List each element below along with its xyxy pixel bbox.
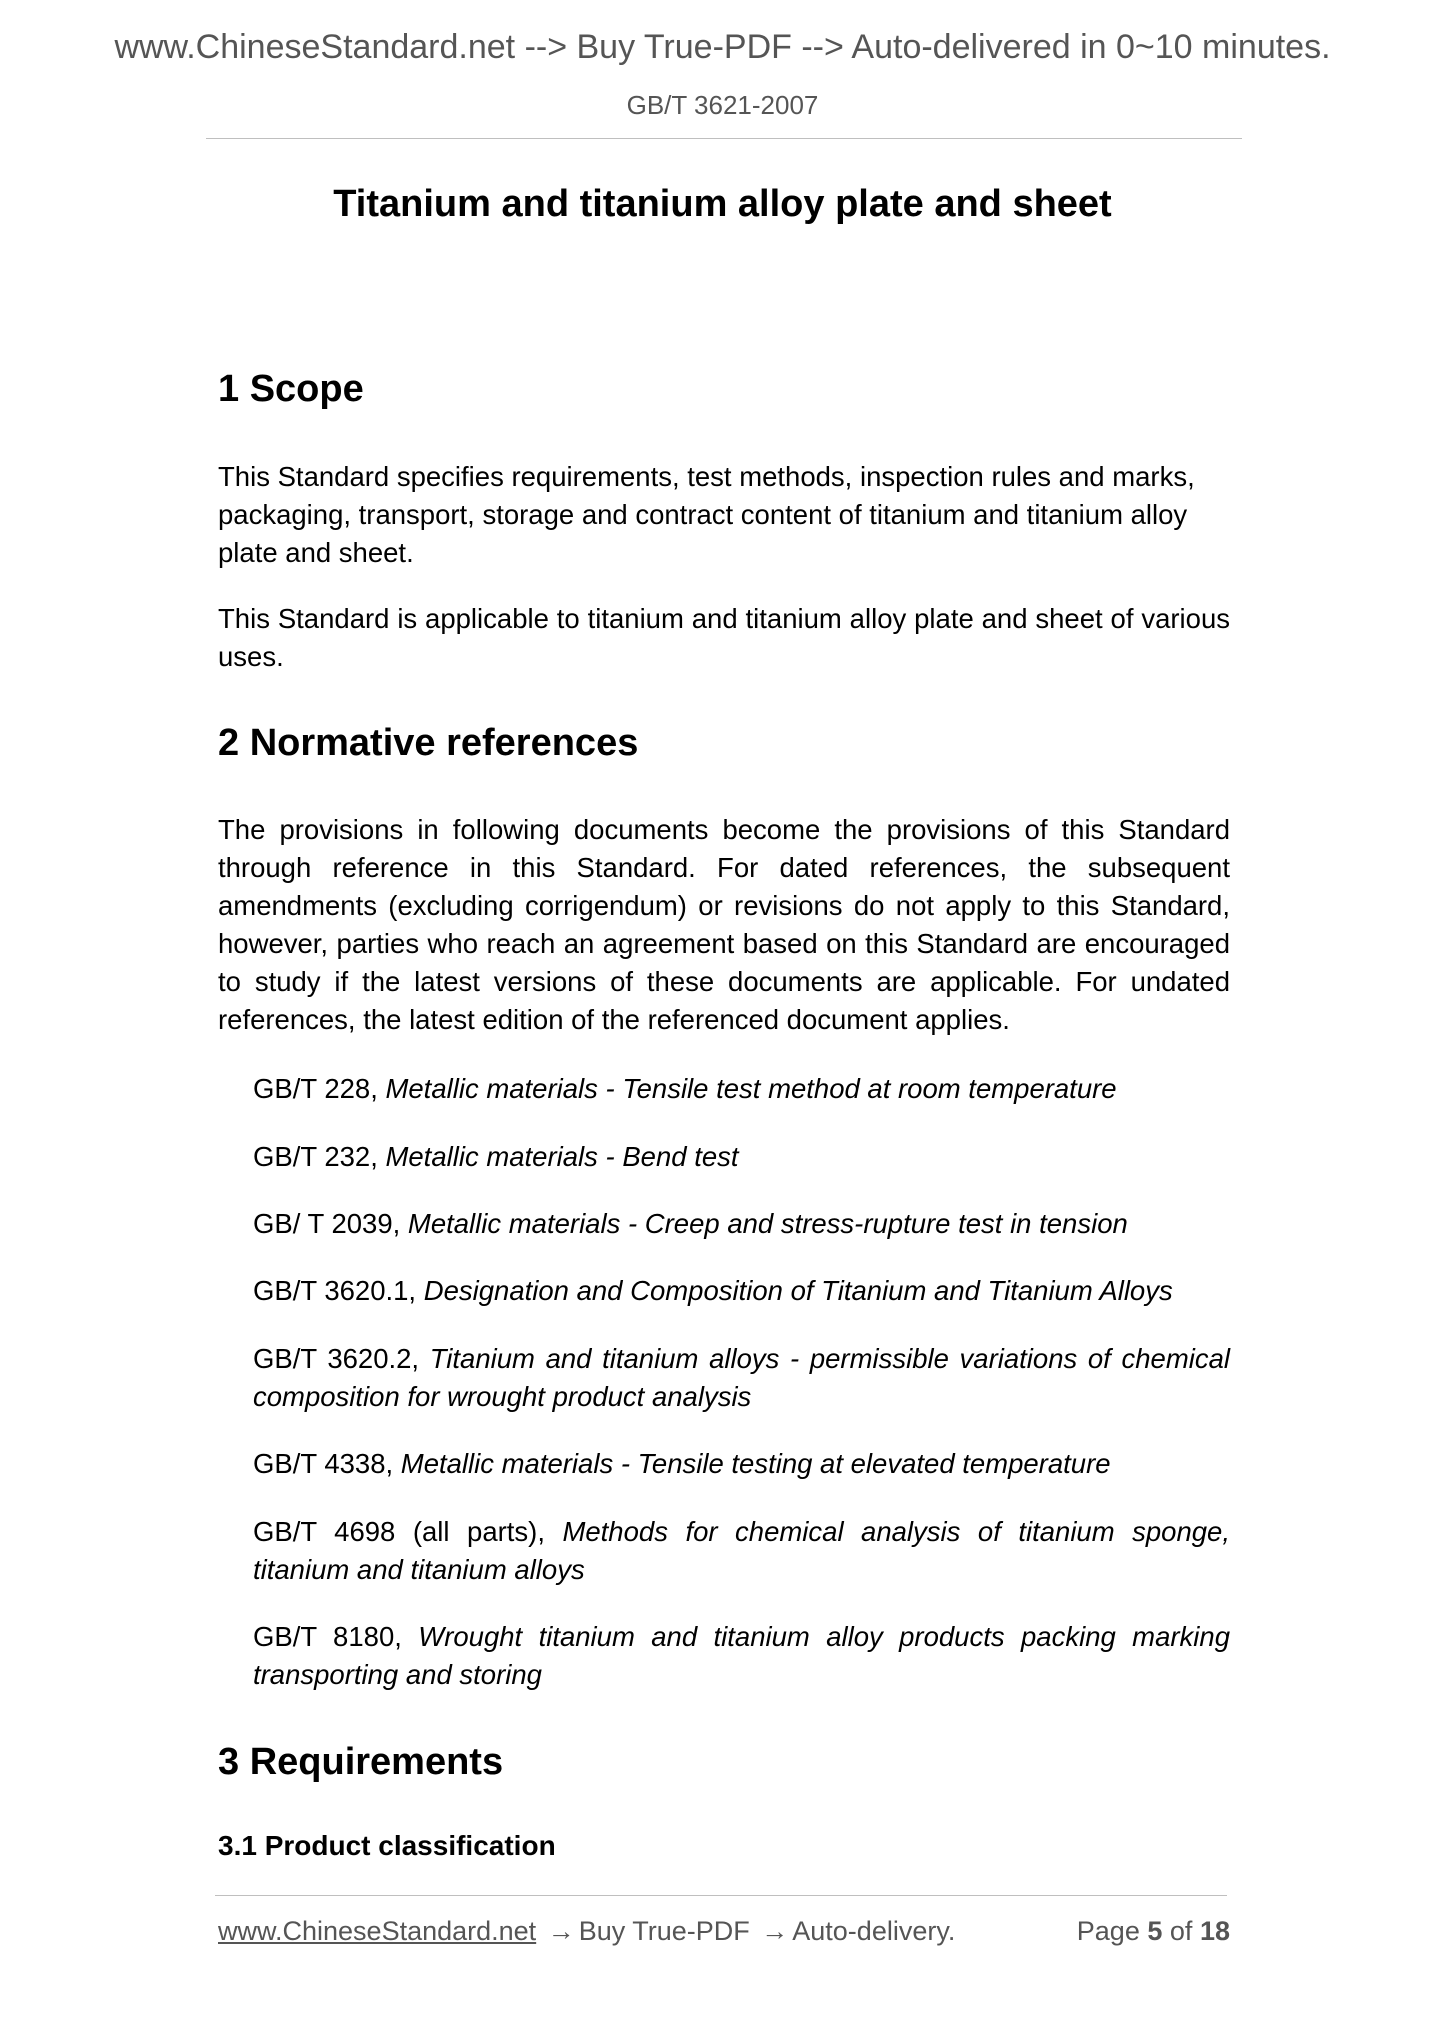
subsection-heading-product-classification: 3.1 Product classification <box>218 1830 556 1861</box>
reference-title: Metallic materials - Tensile testing at elevated temperature <box>400 1448 1111 1479</box>
reference-item <box>253 1070 1230 1108</box>
footer-divider <box>215 1895 1227 1896</box>
reference-item <box>253 1513 1230 1589</box>
normative-paragraph: The provisions in following documents become the provisions of this Standard through reference in this Standard. For dated references, the subsequent amendments (excluding corrigendum) or revisions do not apply to this Standard, however, parties who reach an agreement based on this Standard are encouraged to study if the latest versions of these documents are applicable. For undated references, the latest edition of the referenced document applies. <box>218 814 1230 1035</box>
arrow-right-icon: → <box>547 1916 575 1946</box>
reference-code: GB/T 228, <box>253 1073 386 1104</box>
section-heading-scope: 1 Scope <box>218 368 364 410</box>
page-footer <box>218 1916 1230 1952</box>
footer-site-link[interactable]: www.ChineseStandard.net <box>218 1916 537 1946</box>
scope-paragraph-2: This Standard is applicable to titanium and titanium alloy plate and sheet of various uses. <box>218 603 1230 672</box>
reference-title: Wrought titanium and titanium alloy products packing marking transporting and storing <box>253 1621 1230 1690</box>
reference-code: GB/T 3620.1, <box>253 1275 424 1306</box>
reference-title: Designation and Composition of Titanium and Titanium Alloys <box>423 1275 1173 1306</box>
reference-title: Metallic materials - Bend test <box>385 1141 739 1172</box>
footer-auto-text: Auto-delivery. <box>792 1916 956 1946</box>
reference-code: GB/T 232, <box>253 1141 386 1172</box>
page-number: 5 <box>1147 1916 1163 1946</box>
reference-code: GB/T 8180, <box>253 1621 419 1652</box>
reference-item <box>253 1618 1230 1694</box>
page-indicator <box>1077 1916 1230 1947</box>
reference-title: Metallic materials - Creep and stress-rupture test in tension <box>407 1208 1128 1239</box>
reference-item <box>253 1272 1230 1310</box>
page-total: 18 <box>1199 1916 1230 1946</box>
reference-code: GB/ T 2039, <box>253 1208 408 1239</box>
reference-item <box>253 1445 1230 1483</box>
reference-title: Metallic materials - Tensile test method at room temperature <box>385 1073 1117 1104</box>
page-label: Page <box>1076 1916 1140 1946</box>
header-divider <box>206 138 1242 139</box>
reference-code: GB/T 4698 (all parts), <box>253 1516 563 1547</box>
reference-title: Methods for chemical analysis of titanium sponge, titanium and titanium alloys <box>253 1516 1230 1585</box>
footer-links <box>218 1916 955 1947</box>
document-title: Titanium and titanium alloy plate and sheet <box>333 183 1112 225</box>
reference-item <box>253 1205 1230 1243</box>
reference-code: GB/T 3620.2, <box>253 1343 430 1374</box>
reference-title: Titanium and titanium alloys - permissible variations of chemical composition for wrought product analysis <box>253 1343 1230 1412</box>
footer-buy-text: Buy True-PDF <box>578 1916 750 1946</box>
scope-paragraph-1: This Standard specifies requirements, test methods, inspection rules and marks, packaging, transport, storage and contract content of titanium and titanium alloy plate and sheet. <box>218 461 1195 568</box>
section-heading-requirements: 3 Requirements <box>218 1741 504 1783</box>
reference-item <box>253 1340 1230 1416</box>
of-label: of <box>1169 1916 1193 1946</box>
reference-item <box>253 1138 1230 1176</box>
reference-code: GB/T 4338, <box>253 1448 401 1479</box>
header-standard-number: GB/T 3621-2007 <box>626 90 819 120</box>
arrow-right-icon: → <box>761 1916 789 1946</box>
header-banner: www.ChineseStandard.net --> Buy True-PDF --> Auto-delivered in 0~10 minutes. <box>114 28 1331 66</box>
section-heading-normative-references: 2 Normative references <box>218 722 639 764</box>
